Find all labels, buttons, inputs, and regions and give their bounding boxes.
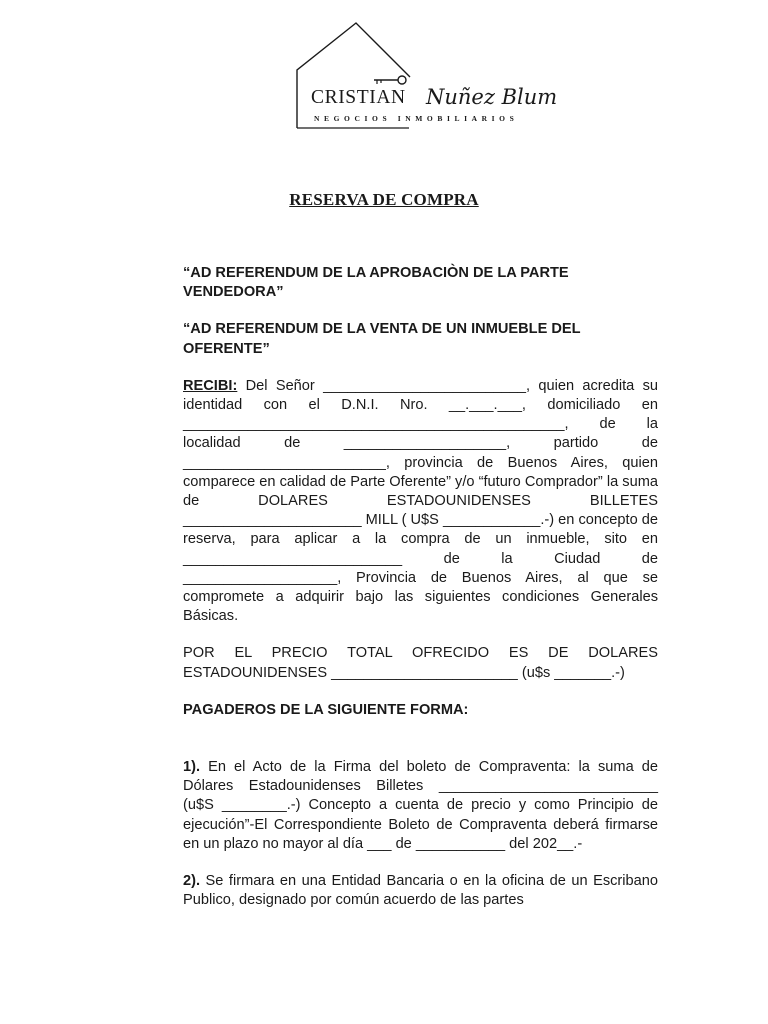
pagaderos-heading: PAGADEROS DE LA SIGUIENTE FORMA: (183, 701, 469, 718)
item-2-number: 2). (183, 873, 201, 890)
heading-ad-referendum-venta: “AD REFERENDUM DE LA VENTA DE UN INMUEBLE DEL OFERENTE” (183, 321, 581, 357)
company-logo (294, 20, 574, 132)
item-1-number: 1). (183, 759, 201, 776)
item-1-text: En el Acto de la Firma del boleto de Compraventa: la suma de Dólares Estadounidenses Billetes ___________________________ (u$S ________.-) Concepto a cuenta de precio y como Principio de ejecución”-El Correspondiente Boleto de Compraventa deberá firmarse en un plazo no mayor al día ___ de ___________ del 202__.- (183, 759, 658, 852)
heading-ad-referendum-aprobacion: “AD REFERENDUM DE LA APROBACIÒN DE LA PARTE VENDEDORA” (183, 265, 569, 301)
logo-tagline: NEGOCIOS INMOBILIARIOS (314, 114, 519, 123)
document-title: RESERVA DE COMPRA (289, 190, 479, 209)
house-logo-icon (294, 20, 574, 132)
key-icon (374, 76, 406, 84)
item-2-paragraph (183, 872, 658, 910)
recibi-text: Del Señor _________________________, quien acredita su identidad con el D.N.I. Nro. __.___.___, domiciliado en _______________________________________________, de la localidad de ____________________, partido de _________________________, provincia de Buenos Aires, quien comparece en calidad de Parte Oferente” y/o “futuro Comprador” la suma de DOLARES ESTADOUNIDENSES BILLETES ______________________ MILL ( U$S ____________.-) en concepto de reserva, para aplicar a la compra de un inmueble, sito en ___________________________ de la Ciudad de ___________________, Provincia de Buenos Aires, al que se compromete a adquirir bajo las siguientes condiciones Generales Básicas. (183, 377, 658, 625)
document-body (183, 264, 658, 910)
item-2-text: Se firmara en una Entidad Bancaria o en la oficina de un Escribano Publico, designado por común acuerdo de las partes (183, 873, 658, 909)
logo-name-script: Nuñez Blum (426, 85, 558, 109)
recibi-label: RECIBI: (183, 377, 238, 394)
recibi-paragraph (183, 377, 658, 627)
item-1-paragraph (183, 758, 658, 854)
precio-paragraph: POR EL PRECIO TOTAL OFRECIDO ES DE DOLARES ESTADOUNIDENSES _______________________ (u$s _______.-) (183, 645, 658, 681)
logo-name-print: CRISTIAN (311, 87, 406, 108)
